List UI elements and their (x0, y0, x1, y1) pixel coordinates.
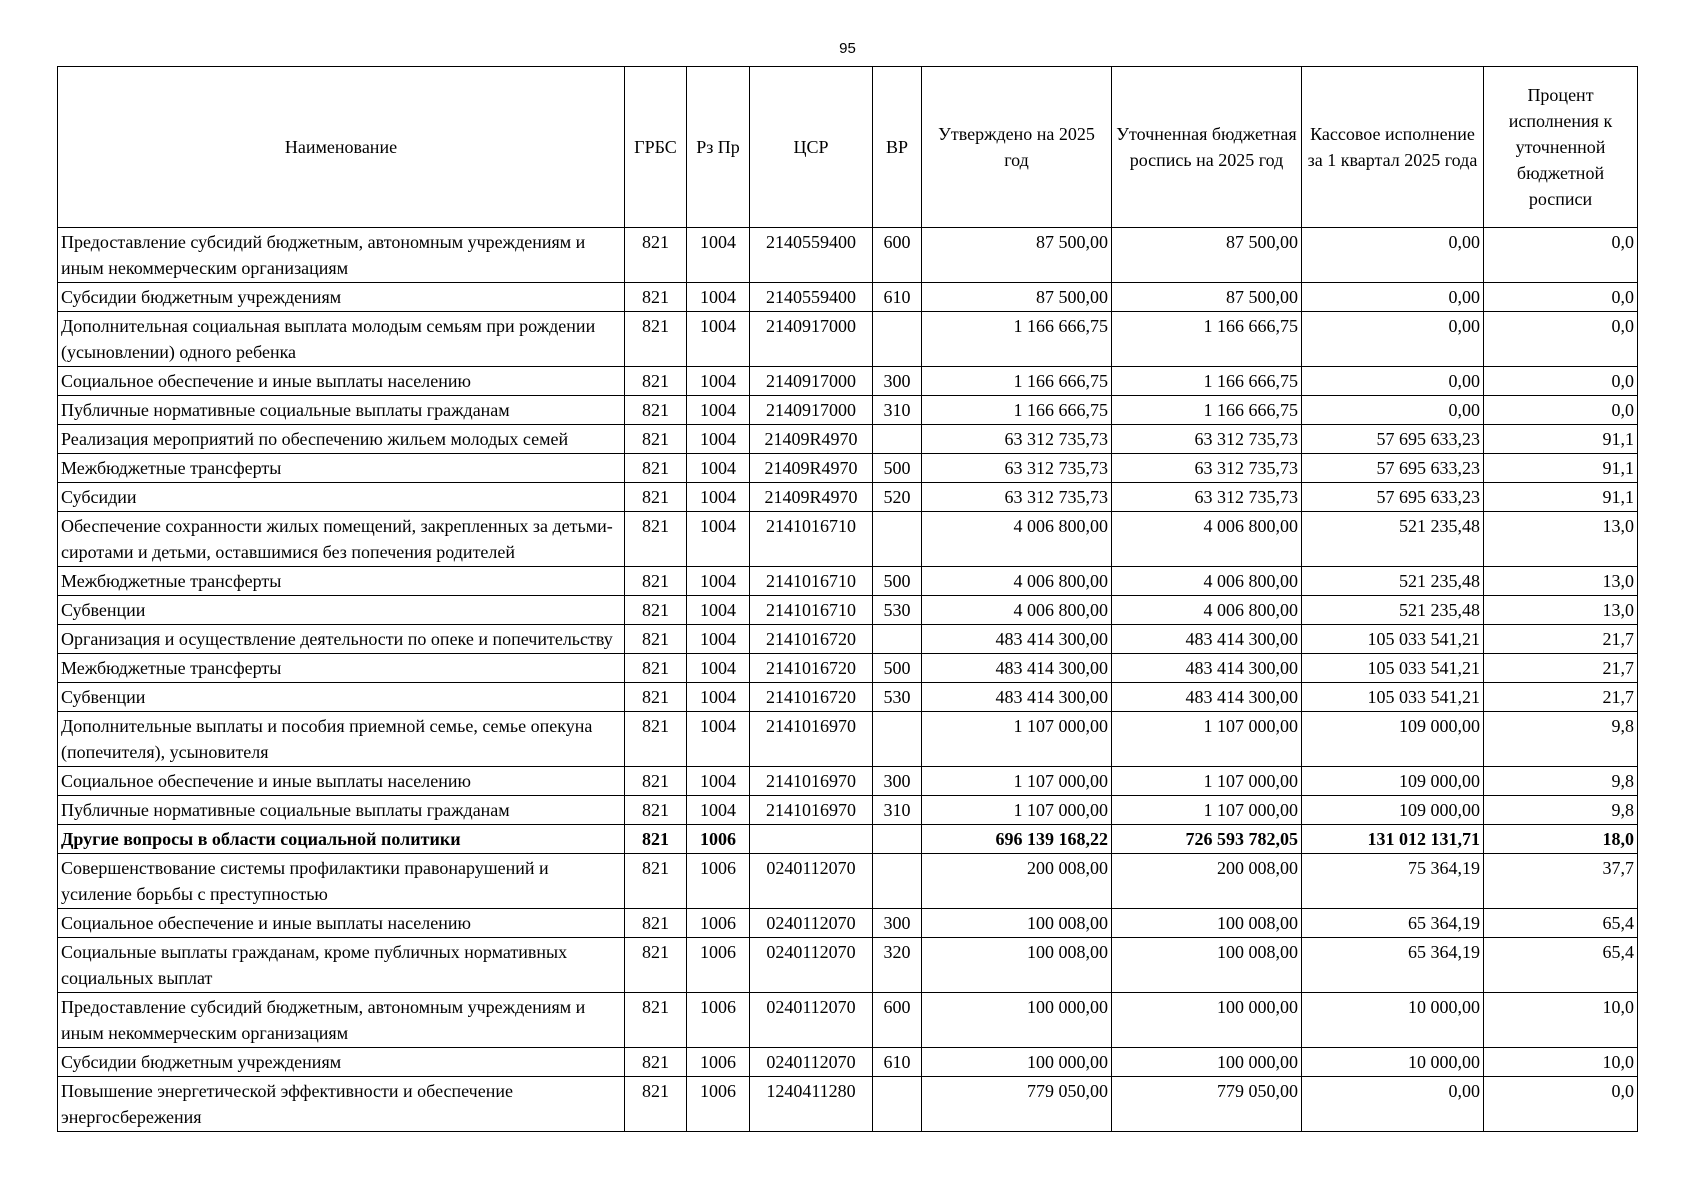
cell-vr: 500 (873, 567, 922, 596)
header-name: Наименование (58, 67, 625, 228)
cell-refined: 1 166 666,75 (1112, 396, 1302, 425)
cell-grbs: 821 (625, 567, 687, 596)
cell-refined: 1 166 666,75 (1112, 312, 1302, 367)
cell-name: Межбюджетные трансферты (58, 454, 625, 483)
cell-vr: 500 (873, 654, 922, 683)
cell-rzpr: 1006 (687, 854, 750, 909)
table-row (58, 512, 1638, 567)
cell-csr: 2141016720 (750, 654, 873, 683)
cell-csr: 2140917000 (750, 367, 873, 396)
cell-name: Социальные выплаты гражданам, кроме публичных нормативных социальных выплат (58, 938, 625, 993)
cell-approved: 779 050,00 (922, 1077, 1112, 1132)
cell-cash: 10 000,00 (1302, 993, 1484, 1048)
cell-cash: 0,00 (1302, 312, 1484, 367)
cell-approved: 87 500,00 (922, 228, 1112, 283)
table-row (58, 993, 1638, 1048)
cell-grbs: 821 (625, 512, 687, 567)
cell-csr: 21409R4970 (750, 425, 873, 454)
cell-csr (750, 825, 873, 854)
cell-rzpr: 1004 (687, 454, 750, 483)
table-row (58, 396, 1638, 425)
cell-vr: 300 (873, 367, 922, 396)
cell-csr: 0240112070 (750, 909, 873, 938)
cell-csr: 2141016710 (750, 596, 873, 625)
cell-grbs: 821 (625, 625, 687, 654)
cell-percent: 91,1 (1484, 454, 1638, 483)
cell-name: Реализация мероприятий по обеспечению жильем молодых семей (58, 425, 625, 454)
header-rzpr: Рз Пр (687, 67, 750, 228)
cell-percent: 65,4 (1484, 938, 1638, 993)
cell-percent: 91,1 (1484, 483, 1638, 512)
cell-rzpr: 1006 (687, 1048, 750, 1077)
table-row (58, 938, 1638, 993)
cell-cash: 0,00 (1302, 367, 1484, 396)
cell-approved: 100 008,00 (922, 909, 1112, 938)
cell-refined: 4 006 800,00 (1112, 567, 1302, 596)
cell-percent: 10,0 (1484, 1048, 1638, 1077)
cell-approved: 483 414 300,00 (922, 654, 1112, 683)
cell-rzpr: 1004 (687, 683, 750, 712)
cell-cash: 105 033 541,21 (1302, 683, 1484, 712)
cell-csr: 2141016970 (750, 796, 873, 825)
cell-csr: 0240112070 (750, 854, 873, 909)
cell-percent: 13,0 (1484, 596, 1638, 625)
cell-rzpr: 1006 (687, 938, 750, 993)
cell-approved: 483 414 300,00 (922, 683, 1112, 712)
cell-grbs: 821 (625, 1077, 687, 1132)
cell-vr (873, 1077, 922, 1132)
cell-csr: 2141016720 (750, 683, 873, 712)
cell-refined: 100 000,00 (1112, 1048, 1302, 1077)
cell-percent: 0,0 (1484, 1077, 1638, 1132)
cell-name: Повышение энергетической эффективности и обеспечение энергосбережения (58, 1077, 625, 1132)
cell-name: Социальное обеспечение и иные выплаты населению (58, 909, 625, 938)
cell-cash: 57 695 633,23 (1302, 483, 1484, 512)
cell-approved: 483 414 300,00 (922, 625, 1112, 654)
cell-approved: 87 500,00 (922, 283, 1112, 312)
table-row (58, 567, 1638, 596)
table-row (58, 712, 1638, 767)
cell-rzpr: 1004 (687, 425, 750, 454)
cell-refined: 1 107 000,00 (1112, 796, 1302, 825)
cell-vr (873, 854, 922, 909)
cell-grbs: 821 (625, 712, 687, 767)
cell-refined: 779 050,00 (1112, 1077, 1302, 1132)
cell-approved: 696 139 168,22 (922, 825, 1112, 854)
cell-rzpr: 1006 (687, 825, 750, 854)
cell-name: Предоставление субсидий бюджетным, автономным учреждениям и иным некоммерческим организациям (58, 993, 625, 1048)
cell-rzpr: 1004 (687, 596, 750, 625)
cell-name: Межбюджетные трансферты (58, 567, 625, 596)
cell-cash: 0,00 (1302, 396, 1484, 425)
cell-csr: 2141016710 (750, 567, 873, 596)
cell-approved: 100 000,00 (922, 1048, 1112, 1077)
cell-cash: 10 000,00 (1302, 1048, 1484, 1077)
cell-cash: 521 235,48 (1302, 596, 1484, 625)
table-row (58, 425, 1638, 454)
cell-rzpr: 1004 (687, 483, 750, 512)
cell-refined: 63 312 735,73 (1112, 483, 1302, 512)
cell-refined: 1 166 666,75 (1112, 367, 1302, 396)
page-number: 95 (839, 40, 856, 57)
cell-refined: 483 414 300,00 (1112, 625, 1302, 654)
cell-csr: 2140559400 (750, 283, 873, 312)
cell-rzpr: 1004 (687, 654, 750, 683)
cell-refined: 726 593 782,05 (1112, 825, 1302, 854)
cell-refined: 1 107 000,00 (1112, 712, 1302, 767)
cell-vr: 610 (873, 1048, 922, 1077)
table-row (58, 825, 1638, 854)
table-row (58, 854, 1638, 909)
cell-refined: 4 006 800,00 (1112, 596, 1302, 625)
cell-grbs: 821 (625, 483, 687, 512)
cell-cash: 131 012 131,71 (1302, 825, 1484, 854)
cell-cash: 109 000,00 (1302, 767, 1484, 796)
table-row (58, 367, 1638, 396)
header-percent: Процент исполнения к уточненной бюджетной росписи (1484, 67, 1638, 228)
cell-approved: 200 008,00 (922, 854, 1112, 909)
cell-percent: 10,0 (1484, 993, 1638, 1048)
cell-rzpr: 1006 (687, 1077, 750, 1132)
cell-grbs: 821 (625, 909, 687, 938)
cell-vr: 320 (873, 938, 922, 993)
cell-percent: 65,4 (1484, 909, 1638, 938)
cell-percent: 21,7 (1484, 683, 1638, 712)
cell-rzpr: 1004 (687, 625, 750, 654)
cell-rzpr: 1004 (687, 228, 750, 283)
cell-grbs: 821 (625, 825, 687, 854)
cell-name: Социальное обеспечение и иные выплаты населению (58, 367, 625, 396)
cell-name: Субсидии бюджетным учреждениям (58, 1048, 625, 1077)
header-refined: Уточненная бюджетная роспись на 2025 год (1112, 67, 1302, 228)
cell-percent: 0,0 (1484, 228, 1638, 283)
cell-grbs: 821 (625, 312, 687, 367)
cell-vr: 530 (873, 596, 922, 625)
cell-name: Публичные нормативные социальные выплаты гражданам (58, 796, 625, 825)
table-header-row (58, 67, 1638, 228)
cell-cash: 0,00 (1302, 1077, 1484, 1132)
cell-refined: 87 500,00 (1112, 228, 1302, 283)
cell-name: Субсидии бюджетным учреждениям (58, 283, 625, 312)
cell-approved: 1 107 000,00 (922, 796, 1112, 825)
cell-vr (873, 712, 922, 767)
cell-csr: 0240112070 (750, 993, 873, 1048)
cell-cash: 105 033 541,21 (1302, 625, 1484, 654)
cell-cash: 0,00 (1302, 228, 1484, 283)
table-row (58, 1048, 1638, 1077)
cell-csr: 0240112070 (750, 938, 873, 993)
cell-approved: 63 312 735,73 (922, 483, 1112, 512)
cell-approved: 4 006 800,00 (922, 567, 1112, 596)
cell-name: Субвенции (58, 596, 625, 625)
cell-percent: 9,8 (1484, 712, 1638, 767)
table-body (58, 228, 1638, 1132)
cell-refined: 483 414 300,00 (1112, 683, 1302, 712)
cell-refined: 4 006 800,00 (1112, 512, 1302, 567)
cell-name: Социальное обеспечение и иные выплаты населению (58, 767, 625, 796)
header-approved: Утверждено на 2025 год (922, 67, 1112, 228)
cell-csr: 2140917000 (750, 396, 873, 425)
cell-csr: 2140559400 (750, 228, 873, 283)
cell-cash: 521 235,48 (1302, 567, 1484, 596)
cell-approved: 100 008,00 (922, 938, 1112, 993)
cell-vr (873, 425, 922, 454)
table-row (58, 454, 1638, 483)
cell-rzpr: 1006 (687, 993, 750, 1048)
table-row (58, 283, 1638, 312)
cell-approved: 1 166 666,75 (922, 396, 1112, 425)
cell-csr: 21409R4970 (750, 483, 873, 512)
table-row (58, 683, 1638, 712)
cell-vr: 610 (873, 283, 922, 312)
cell-grbs: 821 (625, 454, 687, 483)
cell-vr: 600 (873, 228, 922, 283)
cell-grbs: 821 (625, 683, 687, 712)
cell-name: Совершенствование системы профилактики правонарушений и усиление борьбы с преступностью (58, 854, 625, 909)
cell-vr: 530 (873, 683, 922, 712)
table-row (58, 767, 1638, 796)
cell-csr: 21409R4970 (750, 454, 873, 483)
cell-percent: 37,7 (1484, 854, 1638, 909)
cell-cash: 57 695 633,23 (1302, 454, 1484, 483)
cell-percent: 13,0 (1484, 567, 1638, 596)
cell-csr: 0240112070 (750, 1048, 873, 1077)
cell-rzpr: 1004 (687, 796, 750, 825)
cell-percent: 21,7 (1484, 654, 1638, 683)
cell-refined: 87 500,00 (1112, 283, 1302, 312)
cell-approved: 100 000,00 (922, 993, 1112, 1048)
cell-cash: 109 000,00 (1302, 712, 1484, 767)
cell-percent: 0,0 (1484, 396, 1638, 425)
table-row (58, 1077, 1638, 1132)
table-row (58, 228, 1638, 283)
cell-percent: 18,0 (1484, 825, 1638, 854)
cell-vr (873, 825, 922, 854)
table-row (58, 796, 1638, 825)
table-row (58, 312, 1638, 367)
cell-rzpr: 1004 (687, 567, 750, 596)
cell-refined: 100 008,00 (1112, 909, 1302, 938)
cell-percent: 0,0 (1484, 312, 1638, 367)
cell-grbs: 821 (625, 854, 687, 909)
cell-percent: 9,8 (1484, 796, 1638, 825)
cell-cash: 0,00 (1302, 283, 1484, 312)
cell-rzpr: 1004 (687, 396, 750, 425)
cell-vr (873, 512, 922, 567)
table-row (58, 654, 1638, 683)
cell-grbs: 821 (625, 654, 687, 683)
cell-rzpr: 1004 (687, 512, 750, 567)
cell-percent: 0,0 (1484, 367, 1638, 396)
cell-grbs: 821 (625, 796, 687, 825)
table-row (58, 625, 1638, 654)
cell-percent: 9,8 (1484, 767, 1638, 796)
header-csr: ЦСР (750, 67, 873, 228)
cell-refined: 483 414 300,00 (1112, 654, 1302, 683)
cell-grbs: 821 (625, 938, 687, 993)
cell-name: Субсидии (58, 483, 625, 512)
cell-grbs: 821 (625, 596, 687, 625)
cell-approved: 1 166 666,75 (922, 312, 1112, 367)
cell-cash: 521 235,48 (1302, 512, 1484, 567)
cell-refined: 200 008,00 (1112, 854, 1302, 909)
table-row (58, 909, 1638, 938)
cell-cash: 65 364,19 (1302, 909, 1484, 938)
cell-csr: 2141016720 (750, 625, 873, 654)
cell-name: Предоставление субсидий бюджетным, автономным учреждениям и иным некоммерческим организациям (58, 228, 625, 283)
cell-grbs: 821 (625, 367, 687, 396)
cell-grbs: 821 (625, 767, 687, 796)
cell-rzpr: 1004 (687, 767, 750, 796)
header-vr: ВР (873, 67, 922, 228)
cell-vr: 310 (873, 396, 922, 425)
cell-grbs: 821 (625, 1048, 687, 1077)
cell-vr: 600 (873, 993, 922, 1048)
cell-name: Дополнительные выплаты и пособия приемной семье, семье опекуна (попечителя), усыновителя (58, 712, 625, 767)
budget-table (57, 66, 1638, 1132)
cell-rzpr: 1004 (687, 312, 750, 367)
table-row (58, 483, 1638, 512)
cell-refined: 100 000,00 (1112, 993, 1302, 1048)
cell-percent: 91,1 (1484, 425, 1638, 454)
table-row (58, 596, 1638, 625)
cell-approved: 4 006 800,00 (922, 596, 1112, 625)
cell-csr: 2141016970 (750, 767, 873, 796)
cell-cash: 75 364,19 (1302, 854, 1484, 909)
cell-vr: 520 (873, 483, 922, 512)
header-cash: Кассовое исполнение за 1 квартал 2025 года (1302, 67, 1484, 228)
cell-csr: 2140917000 (750, 312, 873, 367)
cell-name: Дополнительная социальная выплата молодым семьям при рождении (усыновлении) одного ребенка (58, 312, 625, 367)
cell-name: Другие вопросы в области социальной политики (58, 825, 625, 854)
cell-refined: 63 312 735,73 (1112, 425, 1302, 454)
cell-approved: 1 107 000,00 (922, 767, 1112, 796)
cell-rzpr: 1004 (687, 367, 750, 396)
cell-vr: 500 (873, 454, 922, 483)
cell-approved: 4 006 800,00 (922, 512, 1112, 567)
cell-grbs: 821 (625, 228, 687, 283)
cell-name: Субвенции (58, 683, 625, 712)
cell-approved: 1 107 000,00 (922, 712, 1112, 767)
cell-approved: 1 166 666,75 (922, 367, 1112, 396)
cell-csr: 2141016970 (750, 712, 873, 767)
cell-percent: 13,0 (1484, 512, 1638, 567)
header-grbs: ГРБС (625, 67, 687, 228)
cell-cash: 57 695 633,23 (1302, 425, 1484, 454)
cell-refined: 63 312 735,73 (1112, 454, 1302, 483)
cell-name: Межбюджетные трансферты (58, 654, 625, 683)
cell-grbs: 821 (625, 425, 687, 454)
cell-cash: 105 033 541,21 (1302, 654, 1484, 683)
cell-approved: 63 312 735,73 (922, 425, 1112, 454)
cell-grbs: 821 (625, 283, 687, 312)
cell-grbs: 821 (625, 993, 687, 1048)
cell-name: Организация и осуществление деятельности по опеке и попечительству (58, 625, 625, 654)
cell-vr (873, 312, 922, 367)
cell-name: Публичные нормативные социальные выплаты гражданам (58, 396, 625, 425)
cell-vr: 300 (873, 767, 922, 796)
cell-refined: 1 107 000,00 (1112, 767, 1302, 796)
cell-vr: 310 (873, 796, 922, 825)
cell-vr: 300 (873, 909, 922, 938)
cell-percent: 0,0 (1484, 283, 1638, 312)
cell-rzpr: 1004 (687, 712, 750, 767)
cell-cash: 109 000,00 (1302, 796, 1484, 825)
cell-grbs: 821 (625, 396, 687, 425)
cell-name: Обеспечение сохранности жилых помещений, закрепленных за детьми-сиротами и детьми, оставшимися без попечения родителей (58, 512, 625, 567)
cell-csr: 2141016710 (750, 512, 873, 567)
cell-csr: 1240411280 (750, 1077, 873, 1132)
cell-percent: 21,7 (1484, 625, 1638, 654)
cell-refined: 100 008,00 (1112, 938, 1302, 993)
cell-approved: 63 312 735,73 (922, 454, 1112, 483)
cell-vr (873, 625, 922, 654)
cell-rzpr: 1004 (687, 283, 750, 312)
cell-rzpr: 1006 (687, 909, 750, 938)
cell-cash: 65 364,19 (1302, 938, 1484, 993)
